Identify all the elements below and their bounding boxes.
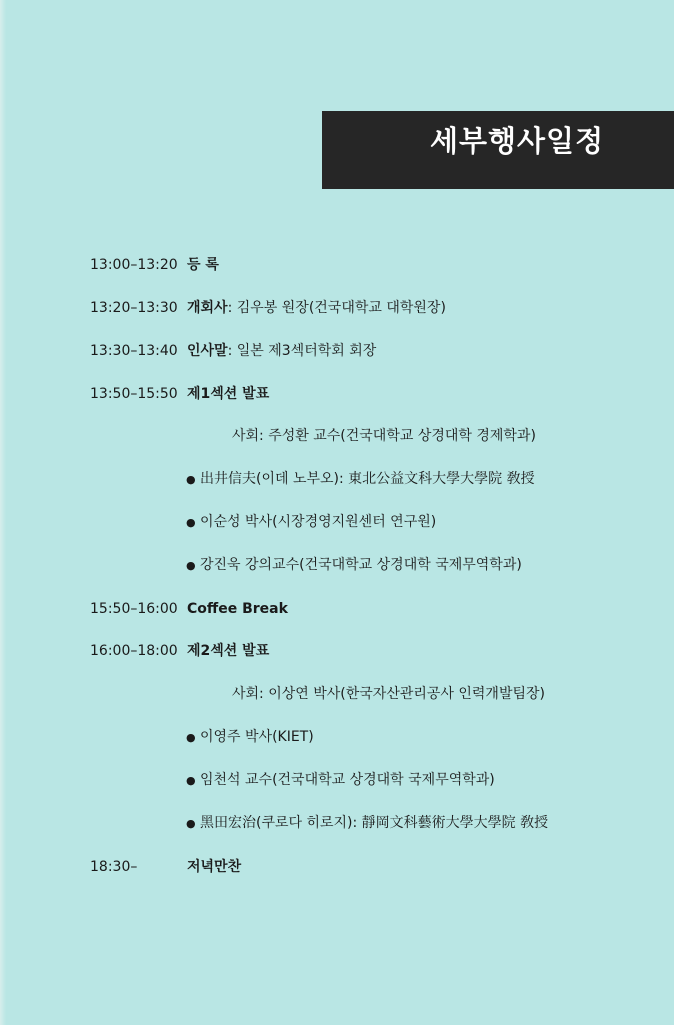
event-label: 인사말 [187,343,228,359]
session1-presenter [186,555,522,576]
schedule-row-opening [90,298,446,318]
event-detail: : 김우봉 원장(건국대학교 대학원장) [227,300,446,316]
bullet-icon: ● [186,516,196,529]
event-label: 개회사 [187,300,228,316]
time-label: 13:00–13:20 [90,257,178,273]
presenter-text: 임천석 교수(건국대학교 상경대학 국제무역학과) [200,772,495,788]
bullet-icon: ● [186,774,196,787]
schedule-row-session2 [90,641,269,661]
time-label: 13:50–15:50 [90,386,178,402]
time-label: 18:30– [90,859,138,875]
time-label: 13:20–13:30 [90,300,178,316]
event-label: 제1섹션 발표 [187,386,270,402]
event-detail: : 일본 제3섹터학회 회장 [227,343,377,359]
presenter-text: 강진욱 강의교수(건국대학교 상경대학 국제무역학과) [200,557,522,573]
page-edge [0,0,6,1025]
presenter-text: 出井信夫(이데 노부오): 東北公益文科大學大學院 敎授 [200,471,535,487]
page-title: 세부행사일정 [430,124,605,158]
schedule-row-coffee-break [90,599,288,619]
presenter-text: 黑田宏治(쿠로다 히로지): 靜岡文科藝術大學大學院 敎授 [200,815,549,831]
session2-moderator: 사회: 이상연 박사(한국자산관리공사 인력개발팀장) [232,686,545,702]
schedule-row-greeting [90,341,376,361]
bullet-icon: ● [186,731,196,744]
session2-presenter [186,813,548,834]
session2-presenter [186,770,495,791]
time-label: 15:50–16:00 [90,601,178,617]
session1-moderator: 사회: 주성환 교수(건국대학교 상경대학 경제학과) [232,428,536,444]
event-label: 등 록 [187,257,219,273]
event-label: Coffee Break [187,601,288,617]
event-label: 제2섹션 발표 [187,643,270,659]
bullet-icon: ● [186,473,196,486]
schedule-row-session1 [90,384,269,404]
session1-presenter [186,469,535,490]
event-label: 저녁만찬 [187,859,242,875]
schedule-row-dinner [90,857,241,877]
time-label: 13:30–13:40 [90,343,178,359]
time-label: 16:00–18:00 [90,643,178,659]
schedule-row-registration [90,255,219,275]
presenter-text: 이순성 박사(시장경영지원센터 연구원) [200,514,437,530]
session2-presenter [186,727,314,748]
presenter-text: 이영주 박사(KIET) [200,729,314,745]
session1-presenter [186,512,436,533]
bullet-icon: ● [186,559,196,572]
bullet-icon: ● [186,817,196,830]
